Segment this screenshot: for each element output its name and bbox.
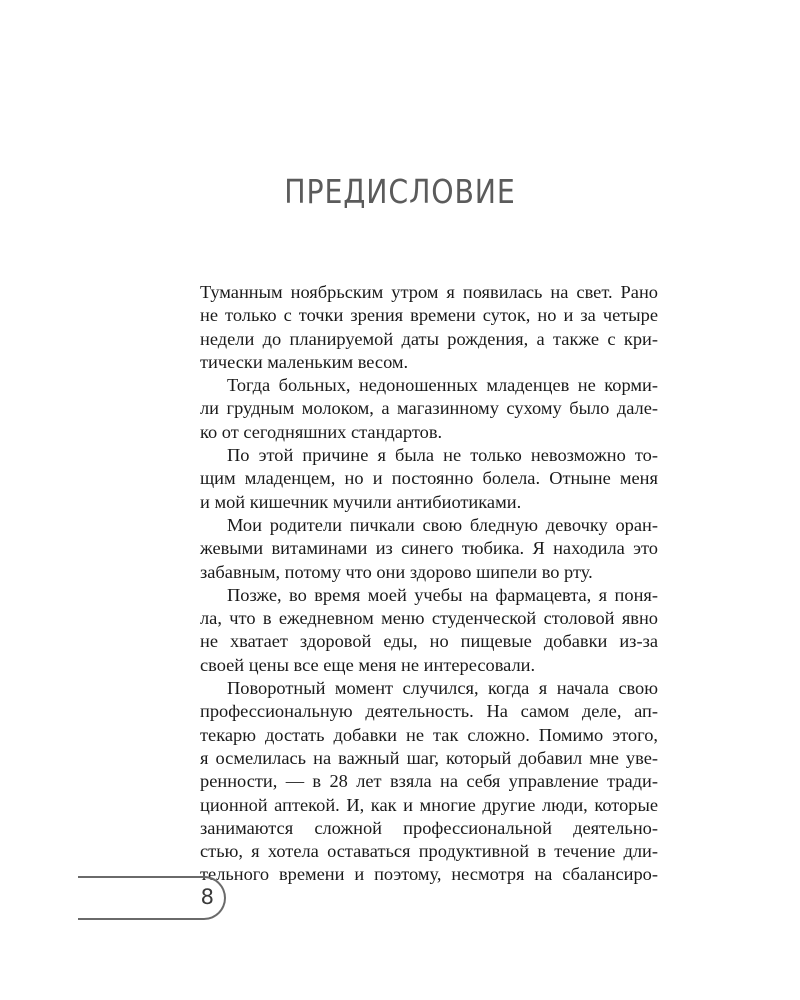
- text-line: Позже, во время моей учебы на фармацевта, я поня-: [227, 584, 658, 605]
- text-line: стью, я хотела оставаться продуктивной в течение дли-: [200, 841, 658, 862]
- text-line: не хватает здоровой еды, но пищевые добавки из-за: [200, 631, 658, 652]
- text-line: щим младенцем, но и постоянно болела. Отныне меня: [200, 468, 658, 489]
- text-line: тически маленьким весом.: [200, 351, 409, 372]
- chapter-title: ПРЕДИСЛОВИЕ: [284, 172, 516, 211]
- paragraph: [200, 374, 658, 444]
- text-line: ла, что в ежедневном меню студенческой столовой явно: [200, 608, 658, 629]
- paragraph: [200, 584, 658, 677]
- text-line: профессиональную деятельность. На самом деле, ап-: [200, 701, 658, 722]
- text-line: текарю достать добавки не так сложно. Помимо этого,: [200, 724, 658, 745]
- paragraph: [200, 514, 658, 584]
- page-number: 8: [200, 885, 214, 909]
- text-line: Туманным ноябрьским утром я появилась на свет. Рано: [200, 282, 658, 302]
- text-line: Тогда больных, недоношенных младенцев не корми-: [227, 375, 658, 396]
- text-line: ционной аптекой. И, как и многие другие люди, которые: [200, 794, 658, 815]
- text-line: не только с точки зрения времени суток, но и за четыре: [200, 305, 658, 326]
- text-line: ренности, — в 28 лет взяла на себя управление тради-: [200, 771, 658, 792]
- text-line: тельного времени и поэтому, несмотря на сбалансиро-: [200, 864, 658, 885]
- text-line: Мои родители пичкали свою бледную девочку оран-: [227, 514, 658, 535]
- body-text: [200, 281, 658, 887]
- text-line: По этой причине я была не только невозможно то-: [227, 445, 658, 466]
- page-number-tab: [78, 876, 226, 920]
- text-line: жевыми витаминами из синего тюбика. Я находила это: [200, 538, 658, 559]
- text-line: недели до планируемой даты рождения, а также с кри-: [200, 328, 658, 349]
- text-line: ли грудным молоком, а магазинному сухому было дале-: [200, 398, 658, 419]
- paragraph: [200, 444, 658, 514]
- text-line: своей цены все еще меня не интересовали.: [200, 654, 536, 675]
- text-line: Поворотный момент случился, когда я начала свою: [227, 678, 658, 699]
- paragraph: [200, 677, 658, 887]
- text-line: ко от сегодняшних стандартов.: [200, 421, 443, 442]
- text-line: я осмелилась на важный шаг, который добавил мне уве-: [200, 747, 658, 768]
- text-line: забавным, потому что они здорово шипели во рту.: [200, 561, 593, 582]
- paragraph: [200, 281, 658, 374]
- text-line: и мой кишечник мучили антибиотиками.: [200, 491, 522, 512]
- text-line: занимаются сложной профессиональной деятельно-: [200, 817, 658, 838]
